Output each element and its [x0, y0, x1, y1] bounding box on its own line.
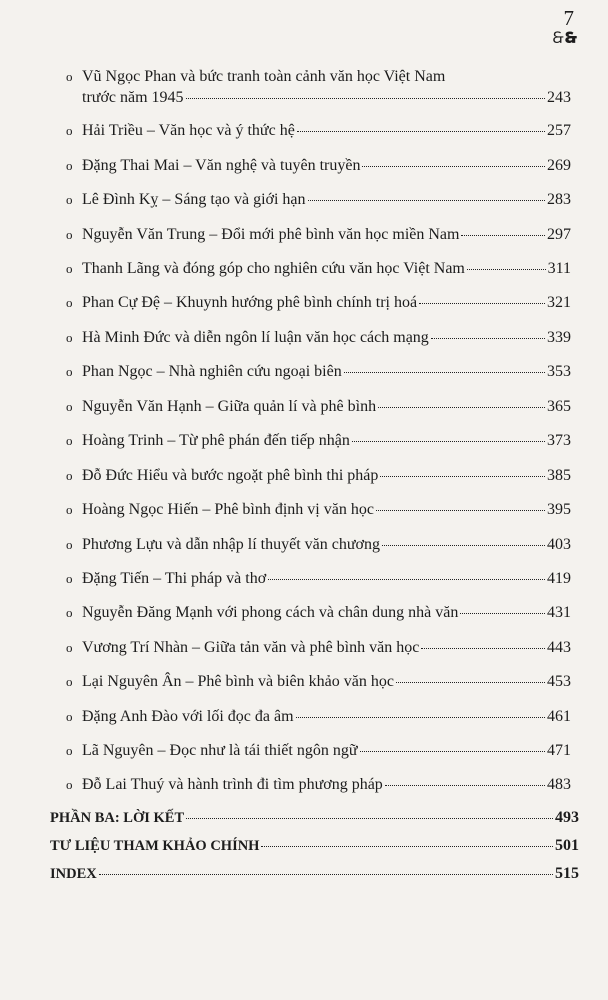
dot-leader [376, 510, 545, 511]
toc-entry-title: Vương Trí Nhàn – Giữa tản văn và phê bình văn học [82, 639, 420, 656]
toc-entry-title: Hoàng Trinh – Từ phê phán đến tiếp nhận [82, 432, 350, 449]
toc-entry [66, 672, 571, 692]
toc-section-page: 501 [555, 837, 579, 854]
toc-entry-page: 483 [547, 776, 571, 793]
toc-entry-title: Vũ Ngọc Phan và bức tranh toàn cảnh văn học Việt Nam [82, 68, 446, 85]
dot-leader [186, 818, 553, 819]
dot-leader [362, 166, 545, 167]
toc-entry-title: Lã Nguyên – Đọc như là tái thiết ngôn ngữ [82, 742, 358, 759]
bullet-icon: o [66, 571, 73, 586]
dot-leader [419, 303, 545, 304]
dot-leader [308, 200, 545, 201]
toc-entry-page: 403 [547, 536, 571, 553]
dot-leader [461, 235, 545, 236]
dot-leader [380, 476, 545, 477]
toc-entry-page: 431 [547, 604, 571, 621]
dot-leader [360, 751, 545, 752]
toc-entry-title: Phương Lựu và dẫn nhập lí thuyết văn chương [82, 536, 380, 553]
dot-leader [460, 613, 545, 614]
bullet-icon: o [66, 227, 73, 242]
toc-entry-title: Đặng Anh Đào với lối đọc đa âm [82, 708, 294, 725]
bullet-icon: o [66, 261, 73, 276]
toc-entry [66, 603, 571, 623]
dot-leader [385, 785, 545, 786]
toc-entry [66, 121, 571, 141]
toc-entry [66, 638, 571, 658]
toc-entry-page: 353 [547, 363, 571, 380]
dot-leader [296, 717, 545, 718]
dot-leader [344, 372, 545, 373]
dot-leader [261, 846, 553, 847]
bullet-icon: o [66, 192, 73, 207]
toc-entry-title: Đỗ Lai Thuý và hành trình đi tìm phương pháp [82, 776, 383, 793]
toc-entry-title: Đặng Thai Mai – Văn nghệ và tuyên truyền [82, 157, 361, 174]
toc-entry [66, 156, 571, 176]
toc-section-title: TƯ LIỆU THAM KHẢO CHÍNH [50, 838, 260, 854]
toc-entry [66, 500, 571, 520]
dot-leader [268, 579, 545, 580]
toc-entry-page: 283 [547, 191, 571, 208]
toc-entry [66, 362, 571, 382]
toc-entry-title: Lê Đình Kỵ – Sáng tạo và giới hạn [82, 191, 306, 208]
bullet-icon: o [66, 709, 73, 724]
dot-leader [421, 648, 545, 649]
toc-section-page: 515 [555, 865, 579, 882]
bullet-icon: o [66, 605, 73, 620]
bullet-icon: o [66, 69, 73, 84]
toc-entry [66, 569, 571, 589]
toc-entry-title: Nguyễn Văn Hạnh – Giữa quản lí và phê bình [82, 398, 377, 415]
dot-leader [297, 131, 545, 132]
toc-entry [66, 67, 571, 87]
toc-section [50, 864, 579, 884]
toc-entry-page: 385 [547, 467, 571, 484]
toc-entry [66, 397, 571, 417]
dot-leader [431, 338, 545, 339]
toc-entry [66, 431, 571, 451]
toc-entry-page: 453 [547, 673, 571, 690]
toc-entry-title: Đặng Tiến – Thi pháp và thơ [82, 570, 267, 587]
bullet-icon: o [66, 640, 73, 655]
dot-leader [99, 874, 553, 875]
toc-entry-title: Đỗ Đức Hiểu và bước ngoặt phê bình thi pháp [82, 467, 379, 484]
bullet-icon: o [66, 158, 73, 173]
toc-section-title: PHẦN BA: LỜI KẾT [50, 810, 185, 826]
toc-entry-title: Hà Minh Đức và diễn ngôn lí luận văn học cách mạng [82, 329, 429, 346]
dot-leader [378, 407, 545, 408]
ornament-icon: 🙲🙳 [552, 30, 578, 47]
bullet-icon: o [66, 330, 73, 345]
bullet-icon: o [66, 743, 73, 758]
toc-entry-title: Hải Triều – Văn học và ý thức hệ [82, 122, 295, 139]
bullet-icon: o [66, 502, 73, 517]
toc-entry-page: 269 [547, 157, 571, 174]
toc-entry-title-line2: trước năm 1945 [82, 89, 184, 106]
toc-entry-page: 443 [547, 639, 571, 656]
toc-entry [66, 328, 571, 348]
toc-entry-title: Nguyễn Văn Trung – Đổi mới phê bình văn học miền Nam [82, 226, 460, 243]
toc-section-title: INDEX [50, 866, 97, 882]
toc-entry-title: Lại Nguyên Ân – Phê bình và biên khảo văn học [82, 673, 394, 690]
toc-entry-title: Hoàng Ngọc Hiến – Phê bình định vị văn học [82, 501, 374, 518]
toc-entry-page: 419 [547, 570, 571, 587]
dot-leader [382, 545, 545, 546]
toc-section [50, 836, 579, 856]
dot-leader [396, 682, 545, 683]
bullet-icon: o [66, 364, 73, 379]
toc-section [50, 808, 579, 828]
toc-entry-page: 311 [547, 260, 571, 277]
toc-entry-continuation [82, 88, 571, 108]
toc-entry-page: 297 [547, 226, 571, 243]
page-number: 7 [563, 6, 574, 30]
toc-entry [66, 293, 571, 313]
toc-section-page: 493 [555, 809, 579, 826]
bullet-icon: o [66, 295, 73, 310]
toc-entry [66, 259, 571, 279]
dot-leader [467, 269, 546, 270]
dot-leader [352, 441, 545, 442]
bullet-icon: o [66, 399, 73, 414]
toc-entry-title: Nguyễn Đăng Mạnh với phong cách và chân dung nhà văn [82, 604, 459, 621]
dot-leader [186, 98, 545, 99]
toc-entry-page: 365 [547, 398, 571, 415]
toc-entry-page: 471 [547, 742, 571, 759]
toc-entry-page: 257 [547, 122, 571, 139]
toc-entry [66, 775, 571, 795]
toc-entry-page: 339 [547, 329, 571, 346]
toc-entry [66, 225, 571, 245]
toc-entry-title: Phan Cự Đệ – Khuynh hướng phê bình chính trị hoá [82, 294, 418, 311]
bullet-icon: o [66, 777, 73, 792]
toc-entry [66, 190, 571, 210]
toc-entry-page: 243 [547, 89, 571, 106]
toc-entry-page: 373 [547, 432, 571, 449]
toc-entry-page: 461 [547, 708, 571, 725]
bullet-icon: o [66, 468, 73, 483]
toc-entry [66, 466, 571, 486]
bullet-icon: o [66, 674, 73, 689]
bullet-icon: o [66, 123, 73, 138]
toc-entry-page: 321 [547, 294, 571, 311]
toc-entry-title: Thanh Lãng và đóng góp cho nghiên cứu văn học Việt Nam [82, 260, 465, 277]
toc-entry [66, 741, 571, 761]
toc-entry [66, 535, 571, 555]
toc-entry-page: 395 [547, 501, 571, 518]
bullet-icon: o [66, 537, 73, 552]
toc-entry [66, 707, 571, 727]
toc-entry-title: Phan Ngọc – Nhà nghiên cứu ngoại biên [82, 363, 342, 380]
bullet-icon: o [66, 433, 73, 448]
